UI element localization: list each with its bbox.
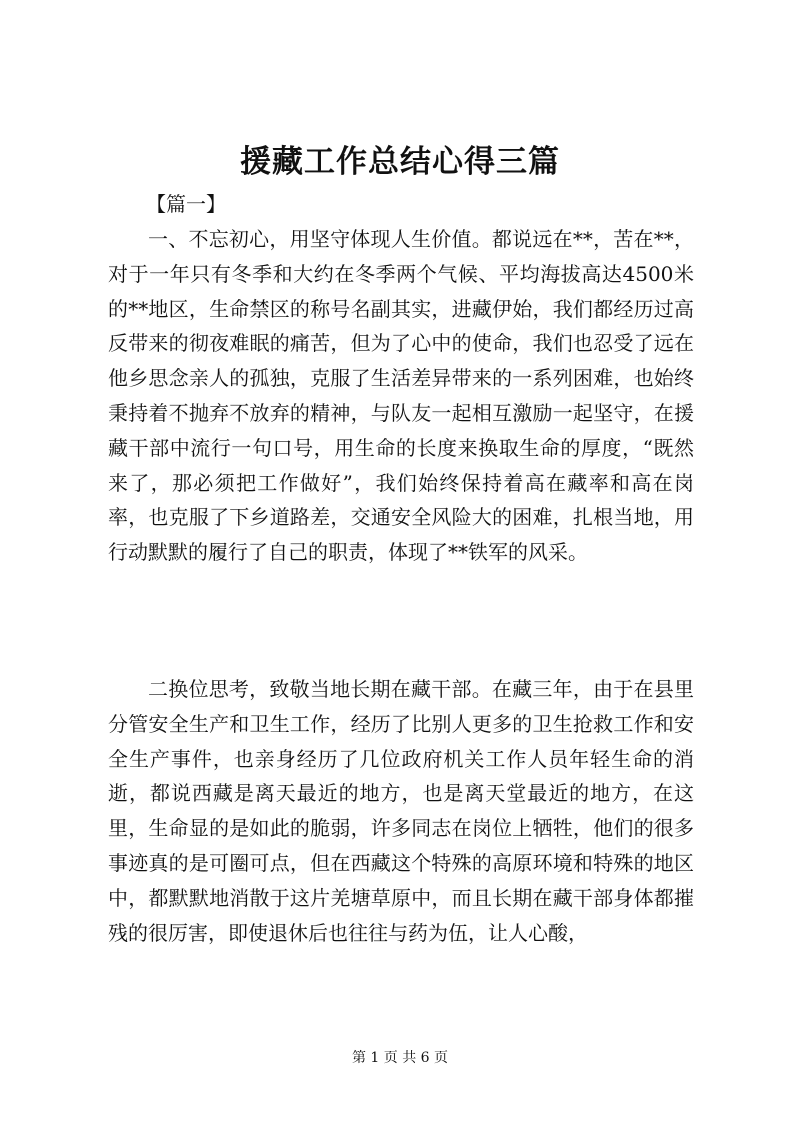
paragraph-1: 一、不忘初心，用坚守体现人生价值。都说远在**，苦在**，对于一年只有冬季和大约在冬季两个气候、平均海拔高达4500米的**地区，生命禁区的称号名副其实，进藏伊始，我们都经历过高反带来的彻夜难眠的痛苦，但为了心中的使命，我们也忍受了远在他乡思念亲人的孤独，克服了生活差异带来的一系列困难，也始终秉持着不抛弃不放弃的精神，与队友一起相互激励一起坚守，在援藏干部中流行一句口号，用生命的长度来换取生命的厚度，“既然来了，那必须把工作做好”，我们始终保持着高在藏率和高在岗率，也克服了下乡道路差，交通安全风险大的困难，扎根当地，用行动默默的履行了自己的职责，体现了**铁军的风采。 <box>108 227 694 565</box>
document-title: 援藏工作总结心得三篇 <box>240 144 560 180</box>
paragraph-2: 二换位思考，致敬当地长期在藏干部。在藏三年，由于在县里分管安全生产和卫生工作，经历了比别人更多的卫生抢救工作和安全生产事件，也亲身经历了几位政府机关工作人员年轻生命的消逝，都说西藏是离天最近的地方，也是离天堂最近的地方，在这里，生命显的是如此的脆弱，许多同志在岗位上牺牲，他们的很多事迹真的是可圈可点，但在西藏这个特殊的高原环境和特殊的地区中，都默默地消散于这片羌塘草原中，而且长期在藏干部身体都摧残的很厉害，即使退休后也往往与药为伍，让人心酸， <box>108 677 694 945</box>
section-label: 【篇一】 <box>146 192 226 216</box>
page-footer: 第 1 页 共 6 页 <box>351 1050 449 1066</box>
